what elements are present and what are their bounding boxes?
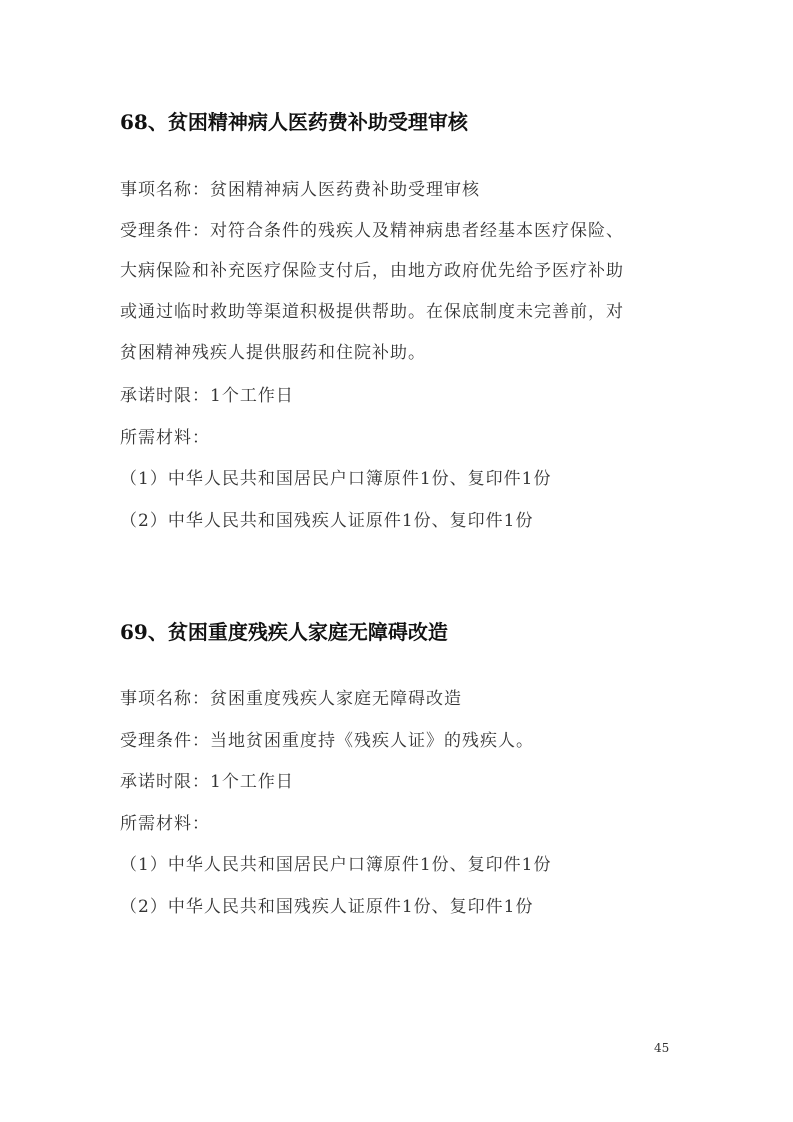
- condition-line: 受理条件：对符合条件的残疾人及精神病患者经基本医疗保险、: [120, 221, 624, 241]
- materials-label: 所需材料：: [120, 814, 210, 834]
- item-name-line: 事项名称：贫困重度残疾人家庭无障碍改造: [120, 689, 462, 709]
- condition-line: 贫困精神残疾人提供服药和住院补助。: [120, 343, 426, 363]
- page-number: 45: [654, 1041, 670, 1055]
- condition-line: 受理条件：当地贫困重度持《残疾人证》的残疾人。: [120, 731, 534, 751]
- section-title: 69、贫困重度残疾人家庭无障碍改造: [120, 620, 448, 644]
- materials-label: 所需材料：: [120, 428, 210, 448]
- section-title: 68、贫困精神病人医药费补助受理审核: [120, 110, 468, 134]
- item-name-line: 事项名称：贫困精神病人医药费补助受理审核: [120, 180, 480, 200]
- material-item: （1）中华人民共和国居民户口簿原件1份、复印件1份: [120, 855, 552, 875]
- time-limit-line: 承诺时限：1个工作日: [120, 386, 294, 406]
- condition-line: 或通过临时救助等渠道积极提供帮助。在保底制度未完善前，对: [120, 302, 624, 322]
- time-limit-line: 承诺时限：1个工作日: [120, 772, 294, 792]
- material-item: （2）中华人民共和国残疾人证原件1份、复印件1份: [120, 511, 534, 531]
- condition-line: 大病保险和补充医疗保险支付后，由地方政府优先给予医疗补助: [120, 261, 624, 281]
- material-item: （2）中华人民共和国残疾人证原件1份、复印件1份: [120, 897, 534, 917]
- material-item: （1）中华人民共和国居民户口簿原件1份、复印件1份: [120, 469, 552, 489]
